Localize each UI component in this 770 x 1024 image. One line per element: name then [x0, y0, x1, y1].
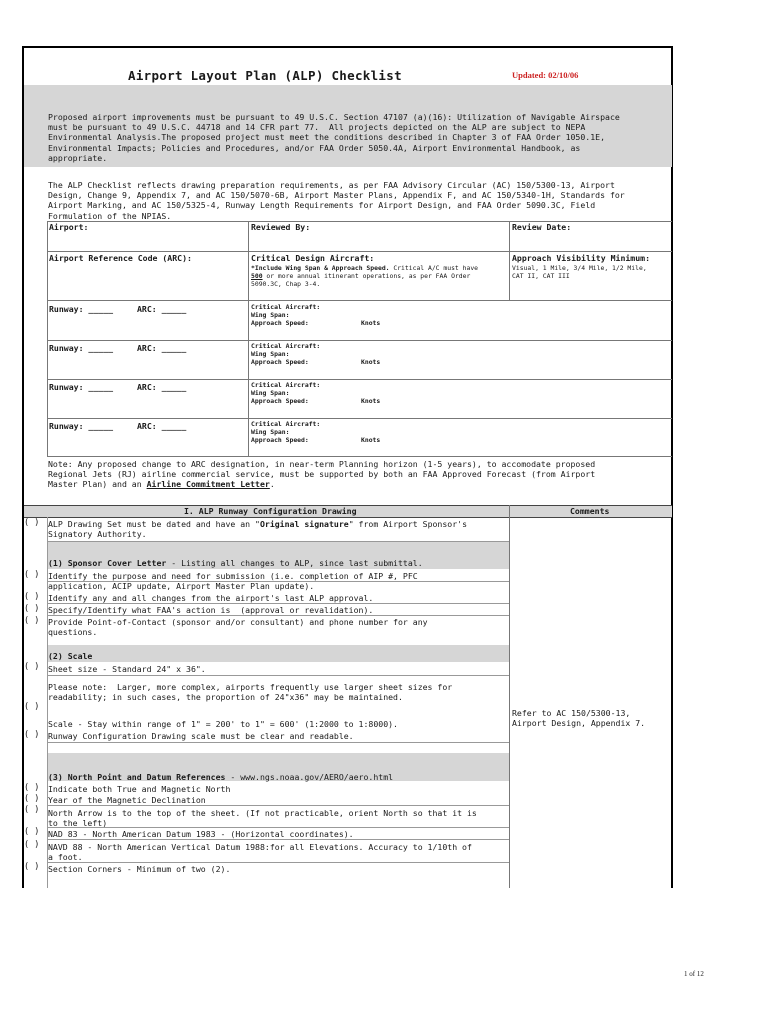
checklist-item: Provide Point-of-Contact (sponsor and/or consultant) and phone number for any questions. — [48, 617, 428, 638]
grid-line — [47, 340, 672, 341]
approach-vis-label: Approach Visibility Minimum: — [512, 253, 651, 263]
checkbox[interactable]: ( ) — [24, 783, 40, 793]
subsection-shade — [47, 645, 509, 662]
grid-line — [47, 418, 672, 419]
knots-label: Knots — [361, 436, 381, 444]
runway-field[interactable]: Runway: _____ — [49, 421, 114, 431]
cda-note-2: 500 or more annual itinerant operations, as per FAA Order — [251, 272, 471, 280]
wing-span-label: Wing Span: — [251, 389, 290, 397]
grid-line — [509, 505, 510, 888]
item-separator — [47, 862, 509, 863]
checklist-item: Sheet size - Standard 24" x 36". — [48, 664, 206, 674]
subsection-title: (3) North Point and Datum References - www.ngs.noaa.gov/AERO/aero.html — [48, 772, 394, 782]
grid-line — [47, 221, 48, 456]
wing-span-label: Wing Span: — [251, 311, 290, 319]
cda-note-3: 5090.3C, Chap 3-4. — [251, 280, 321, 288]
item-separator — [47, 805, 509, 806]
approach-vis-options-2: CAT II, CAT III — [512, 272, 570, 280]
runway-field[interactable]: Runway: _____ — [49, 343, 114, 353]
reflects-text: The ALP Checklist reflects drawing preparation requirements, as per FAA Advisory Circular (AC) 150/5300-13, Airport Design, Change 9, Appendix 7, and AC 150/5070-6B, Airport Master Plans, Appendix F, and AC 150/5340-1H, Standards for Airport Marking, and AC 150/5325-4, Runway Length Requirements for Airport Design, and FAA Order 5090.3C, Field Formulation of the NPIAS. — [48, 180, 625, 221]
critical-aircraft-label: Critical Aircraft: — [251, 342, 321, 350]
item-separator — [47, 742, 509, 743]
checkbox[interactable]: ( ) — [24, 862, 40, 872]
checklist-item: Identify the purpose and need for submission (i.e. completion of AIP #, PFC application, ACIP update, Airport Master Plan update). — [48, 571, 418, 592]
checkbox[interactable]: ( ) — [24, 570, 40, 580]
grid-line — [509, 221, 510, 300]
item-separator — [47, 603, 509, 604]
knots-label: Knots — [361, 358, 381, 366]
critical-aircraft-label: Critical Aircraft: — [251, 303, 321, 311]
checklist-item: Indicate both True and Magnetic North — [48, 784, 231, 794]
checklist-item: NAD 83 - North American Datum 1983 - (Horizontal coordinates). — [48, 829, 354, 839]
checkbox[interactable]: ( ) — [24, 805, 40, 815]
arc-field[interactable]: ARC: _____ — [137, 343, 187, 353]
subsection-title: (2) Scale — [48, 651, 93, 661]
section-title: I. ALP Runway Configuration Drawing — [184, 506, 357, 516]
item-separator — [47, 675, 509, 676]
critical-design-label: Critical Design Aircraft: — [251, 253, 375, 263]
checkbox[interactable]: ( ) — [24, 604, 40, 614]
item-separator — [47, 827, 509, 828]
page-number: 1 of 12 — [684, 970, 704, 978]
item-separator — [47, 541, 509, 542]
comments-header: Comments — [570, 506, 610, 516]
approach-speed-label: Approach Speed: — [251, 397, 309, 405]
reviewed-by-label: Reviewed By: — [251, 222, 311, 232]
checklist-item: Scale - Stay within range of 1" = 200' to 1" = 600' (1:2000 to 1:8000). — [48, 719, 398, 729]
cda-note-1: *Include Wing Span & Approach Speed. Critical A/C must have — [251, 264, 479, 272]
item-separator — [47, 839, 509, 840]
grid-line — [47, 300, 672, 301]
checklist-item: Year of the Magnetic Declination — [48, 795, 206, 805]
scale-comment: Refer to AC 150/5300-13, Airport Design, Appendix 7. — [512, 708, 646, 729]
approach-speed-label: Approach Speed: — [251, 319, 309, 327]
checklist-item: Section Corners - Minimum of two (2). — [48, 864, 231, 874]
checkbox[interactable]: ( ) — [24, 730, 40, 740]
critical-aircraft-label: Critical Aircraft: — [251, 420, 321, 428]
arc-field[interactable]: ARC: _____ — [137, 382, 187, 392]
grid-line — [47, 251, 672, 252]
wing-span-label: Wing Span: — [251, 350, 290, 358]
knots-label: Knots — [361, 397, 381, 405]
grid-line — [47, 221, 672, 222]
checklist-item: North Arrow is to the top of the sheet. (If not practicable, orient North so that it is to the left) — [48, 808, 477, 829]
grid-line — [47, 517, 48, 888]
approach-vis-options-1: Visual, 1 Mile, 3/4 Mile, 1/2 Mile, — [512, 264, 647, 272]
checklist-item: ALP Drawing Set must be dated and have an "Original signature" from Airport Sponsor's Signatory Authority. — [48, 519, 468, 540]
runway-field[interactable]: Runway: _____ — [49, 382, 114, 392]
grid-line — [248, 221, 249, 456]
scale-note: Please note: Larger, more complex, airports frequently use larger sheet sizes for readability; in such cases, the proportion of 24"x36" may be maintained. — [48, 682, 453, 703]
wing-span-label: Wing Span: — [251, 428, 290, 436]
checklist-item: Runway Configuration Drawing scale must be clear and readable. — [48, 731, 354, 741]
approach-speed-label: Approach Speed: — [251, 358, 309, 366]
checklist-item: Identify any and all changes from the airport's last ALP approval. — [48, 593, 374, 603]
checklist-item: Specify/Identify what FAA's action is (approval or revalidation). — [48, 605, 374, 615]
checklist-item: NAVD 88 - North American Vertical Datum 1988:for all Elevations. Accuracy to 1/10th of a foot. — [48, 842, 472, 863]
runway-field[interactable]: Runway: _____ — [49, 304, 114, 314]
critical-aircraft-label: Critical Aircraft: — [251, 381, 321, 389]
airport-label: Airport: — [49, 222, 89, 232]
updated-date: Updated: 02/10/06 — [512, 70, 579, 80]
checkbox[interactable]: ( ) — [24, 616, 40, 626]
page-title: Airport Layout Plan (ALP) Checklist — [128, 68, 402, 83]
checkbox[interactable]: ( ) — [24, 840, 40, 850]
item-separator — [47, 581, 509, 582]
knots-label: Knots — [361, 319, 381, 327]
arc-field[interactable]: ARC: _____ — [137, 304, 187, 314]
checkbox[interactable]: ( ) — [24, 592, 40, 602]
checkbox[interactable]: ( ) — [24, 794, 40, 804]
checkbox[interactable]: ( ) — [24, 518, 40, 528]
item-separator — [47, 615, 509, 616]
airline-commitment-link[interactable]: Airline Commitment Letter — [146, 479, 270, 490]
arc-label: Airport Reference Code (ARC): — [49, 253, 192, 263]
approach-speed-label: Approach Speed: — [251, 436, 309, 444]
grid-line — [47, 456, 672, 457]
arc-note: Note: Any proposed change to ARC designation, in near-term Planning horizon (1-5 years), to accomodate proposed Regional Jets (RJ) airline commercial service, must be supported by both an FAA Approved Forecast (from Airport Master Plan) and an Airline Commitment Letter. — [48, 459, 596, 490]
grid-line — [47, 379, 672, 380]
subsection-title: (1) Sponsor Cover Letter - Listing all changes to ALP, since last submittal. — [48, 558, 423, 568]
checkbox[interactable]: ( ) — [24, 827, 40, 837]
review-date-label: Review Date: — [512, 222, 572, 232]
intro-text: Proposed airport improvements must be pursuant to 49 U.S.C. Section 47107 (a)(16): Utilization of Navigable Airspace must be pursuant to 49 U.S.C. 44718 and 14 CFR part 77. All projects depicted on the ALP are subject to NEPA Environmental Analysis.The proposed project must meet the conditions described in Chapter 3 of FAA Order 1050.1E, Environmental Impacts; Policies and Procedures, and/or FAA Order 5050.4A, Airport Environmental Handbook, as appropriate. — [48, 112, 620, 163]
arc-field[interactable]: ARC: _____ — [137, 421, 187, 431]
checkbox[interactable]: ( ) — [24, 662, 40, 672]
checkbox[interactable]: ( ) — [24, 702, 40, 712]
grid-line — [24, 517, 672, 518]
